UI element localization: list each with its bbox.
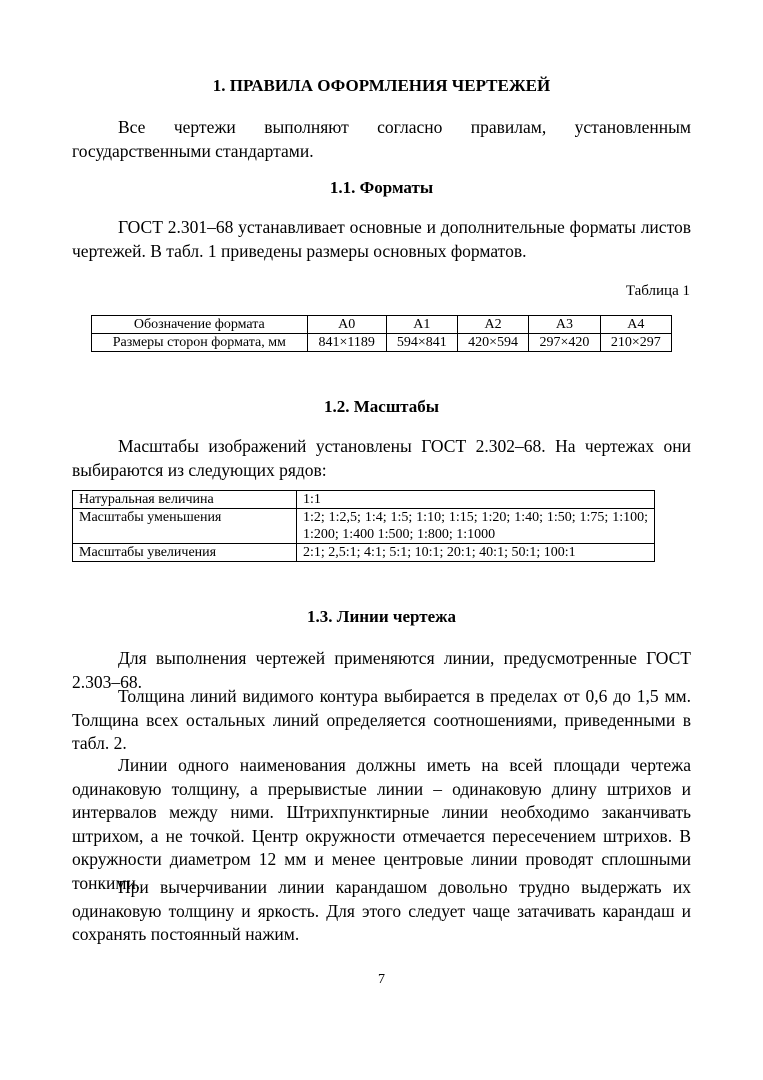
table-cell: А1 <box>386 316 457 334</box>
table-cell: Масштабы увеличения <box>73 544 297 562</box>
table-row <box>73 509 655 544</box>
table-row <box>92 316 672 334</box>
table-row <box>73 544 655 562</box>
lines-paragraph-1: Для выполнения чертежей применяются линии, предусмотренные ГОСТ 2.303–68. <box>72 648 691 692</box>
table-cell: 420×594 <box>457 334 528 352</box>
lines-paragraph-4: При вычерчивании линии карандашом довольно трудно выдержать их одинаковую толщину и яркость. Для этого следует чаще затачивать карандаш и сохранять постоянный нажим. <box>72 877 691 944</box>
formats-paragraph: ГОСТ 2.301–68 устанавливает основные и дополнительные форматы листов чертежей. В табл. 1 приведены размеры основных форматов. <box>72 217 691 261</box>
table-cell: Натуральная величина <box>73 491 297 509</box>
table-cell: А3 <box>529 316 600 334</box>
intro-paragraph: Все чертежи выполняют согласно правилам, установленным государственными стандартами. <box>72 117 691 161</box>
scales-table <box>72 490 655 562</box>
table-cell: Размеры сторон формата, мм <box>92 334 308 352</box>
section-title: 1. ПРАВИЛА ОФОРМЛЕНИЯ ЧЕРТЕЖЕЙ <box>212 76 551 95</box>
table-cell: А2 <box>457 316 528 334</box>
table-row <box>92 334 672 352</box>
lines-paragraph-3: Линии одного наименования должны иметь на всей площади чертежа одинаковую толщину, а прерывистые линии – одинаковую длину штрихов и интервалов между ними. Штрихпунктирные линии необходимо заканчивать штрихом, а не точкой. Центр окружности отмечается пересечением штрихов. В окружности диаметром 12 мм и менее центровые линии проводят сплошными тонкими. <box>72 755 691 893</box>
table-cell: 1:2; 1:2,5; 1:4; 1:5; 1:10; 1:15; 1:20; 1:40; 1:50; 1:75; 1:100; 1:200; 1:400 1:500; 1:800; 1:1000 <box>297 509 655 544</box>
table-cell: 594×841 <box>386 334 457 352</box>
table-cell: Обозначение формата <box>92 316 308 334</box>
formats-table <box>91 315 672 352</box>
table-cell: 1:1 <box>297 491 655 509</box>
table-cell: 297×420 <box>529 334 600 352</box>
table-cell: 210×297 <box>600 334 671 352</box>
page-number: 7 <box>378 972 385 987</box>
lines-title: 1.3. Линии чертежа <box>307 607 456 626</box>
table-cell: Масштабы уменьшения <box>73 509 297 544</box>
table-cell: 841×1189 <box>307 334 386 352</box>
scales-title: 1.2. Масштабы <box>323 397 440 416</box>
scales-paragraph: Масштабы изображений установлены ГОСТ 2.302–68. На чертежах они выбираются из следующих рядов: <box>72 436 691 480</box>
lines-paragraph-2: Толщина линий видимого контура выбирается в пределах от 0,6 до 1,5 мм. Толщина всех остальных линий определяется соотношениями, приведенными в табл. 2. <box>72 686 691 753</box>
table-caption: Таблица 1 <box>625 283 690 299</box>
table-cell: А0 <box>307 316 386 334</box>
table-cell: 2:1; 2,5:1; 4:1; 5:1; 10:1; 20:1; 40:1; 50:1; 100:1 <box>297 544 655 562</box>
table-row <box>73 491 655 509</box>
table-cell: А4 <box>600 316 671 334</box>
formats-title: 1.1. Форматы <box>329 178 434 197</box>
